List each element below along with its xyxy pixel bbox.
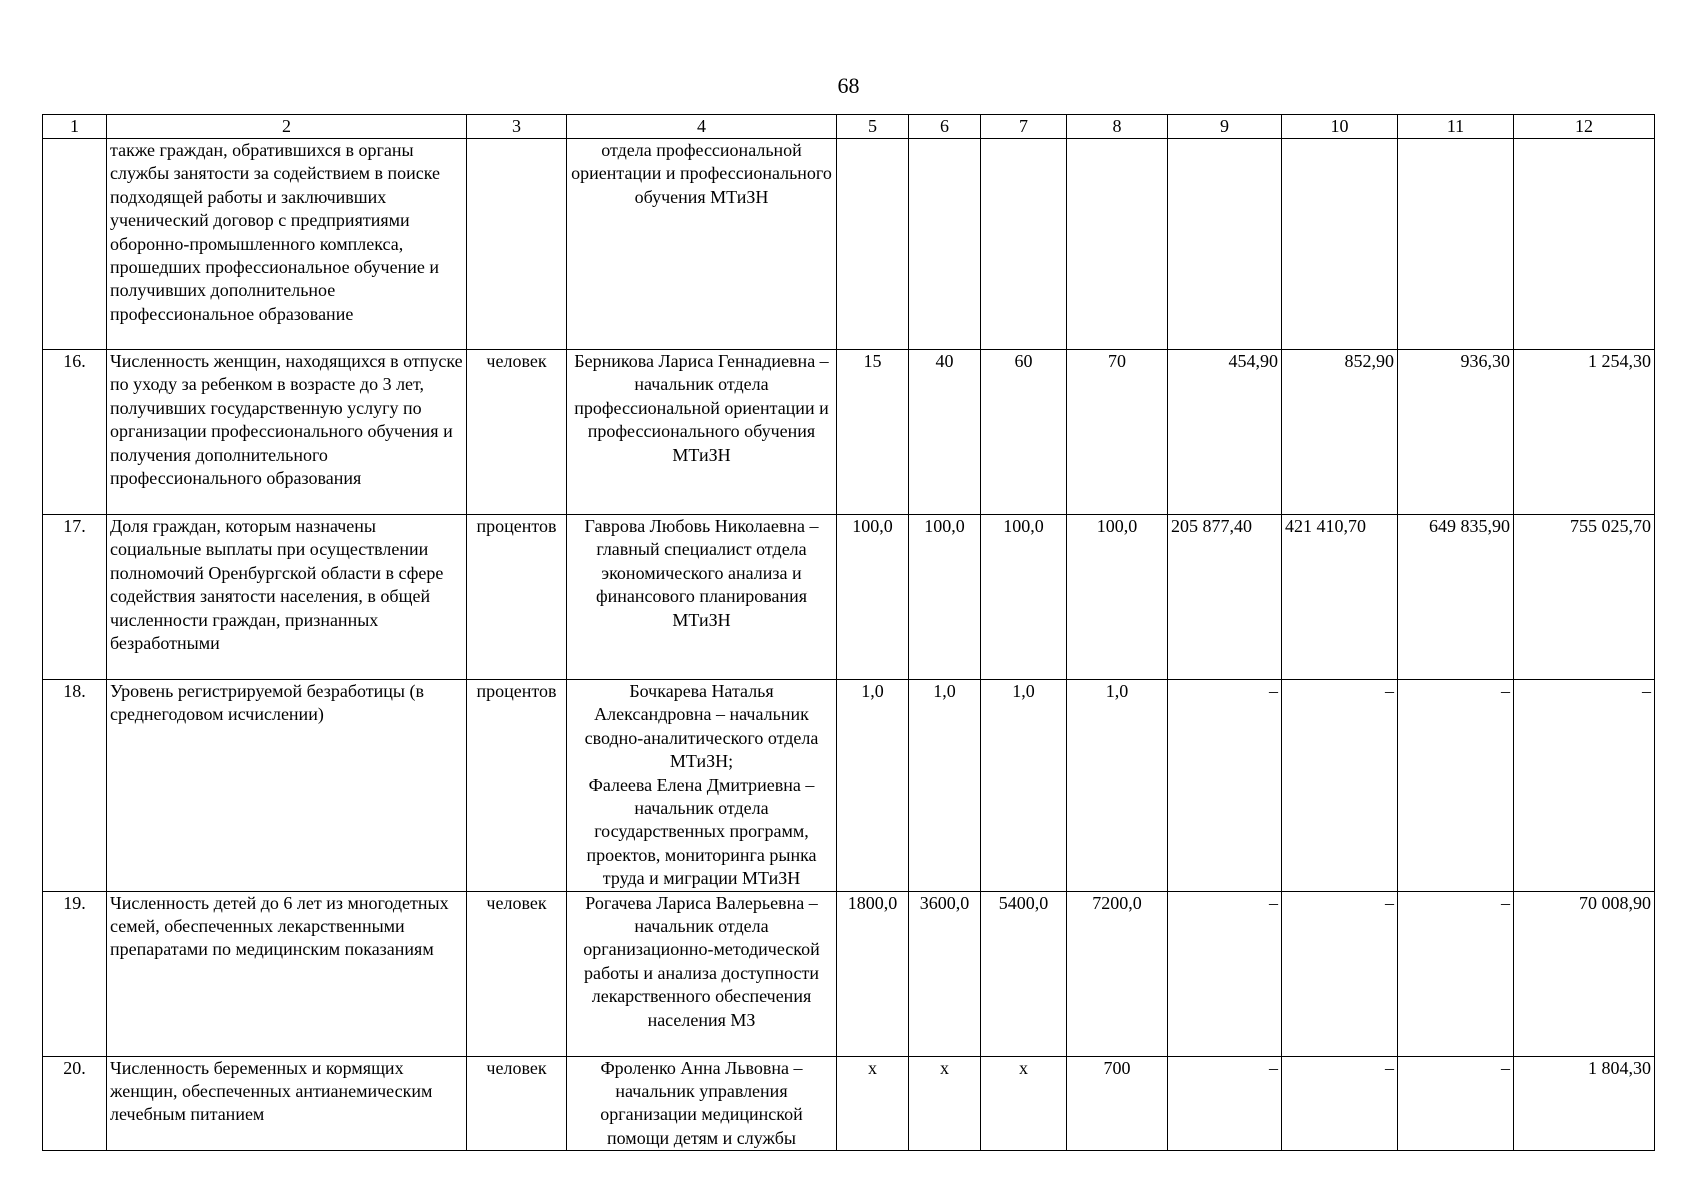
row-number <box>43 139 107 350</box>
indicator-value-col6: х <box>909 1056 981 1151</box>
column-number-header-row <box>43 115 1655 139</box>
row-number: 16. <box>43 350 107 515</box>
funding-value-col9 <box>1168 139 1282 350</box>
funding-value-col10: – <box>1282 680 1398 892</box>
indicator-value-col7: 1,0 <box>981 680 1067 892</box>
funding-value-col10: 421 410,70 <box>1282 515 1398 680</box>
funding-value-col9: 205 877,40 <box>1168 515 1282 680</box>
row-number: 19. <box>43 891 107 1056</box>
funding-value-col9: – <box>1168 680 1282 892</box>
unit-of-measure: человек <box>467 350 567 515</box>
funding-value-col11: 649 835,90 <box>1398 515 1514 680</box>
funding-value-col10: – <box>1282 891 1398 1056</box>
header-cell: 12 <box>1514 115 1655 139</box>
indicator-value-col6: 3600,0 <box>909 891 981 1056</box>
responsible-person: Рогачева Лариса Валерьевна – начальник отдела организационно-методической работы и анализа доступности лекарственного обеспечения населения МЗ <box>567 891 837 1056</box>
indicator-name: Численность беременных и кормящих женщин, обеспеченных антианемическим лечебным питанием <box>107 1056 467 1151</box>
header-cell: 6 <box>909 115 981 139</box>
header-cell: 11 <box>1398 115 1514 139</box>
table-row <box>43 515 1655 680</box>
unit-of-measure: человек <box>467 1056 567 1151</box>
row-number: 20. <box>43 1056 107 1151</box>
funding-value-col11: – <box>1398 680 1514 892</box>
table-row <box>43 139 1655 350</box>
responsible-persons <box>567 680 837 892</box>
header-cell: 7 <box>981 115 1067 139</box>
indicator-value-col6: 1,0 <box>909 680 981 892</box>
indicator-value-col8 <box>1067 139 1168 350</box>
unit-of-measure: человек <box>467 891 567 1056</box>
responsible-person: Гаврова Любовь Николаевна – главный специалист отдела экономического анализа и финансового планирования МТиЗН <box>567 515 837 680</box>
header-cell: 5 <box>837 115 909 139</box>
funding-value-col12: – <box>1514 680 1655 892</box>
responsible-person: Фроленко Анна Львовна – начальник управления организации медицинской помощи детям и службы <box>567 1056 837 1151</box>
funding-value-col10 <box>1282 139 1398 350</box>
indicator-value-col7: 100,0 <box>981 515 1067 680</box>
indicator-value-col7: х <box>981 1056 1067 1151</box>
indicators-table <box>42 114 1655 1151</box>
header-cell: 10 <box>1282 115 1398 139</box>
indicator-value-col7 <box>981 139 1067 350</box>
indicator-name: Численность детей до 6 лет из многодетных семей, обеспеченных лекарственными препаратами по медицинским показаниям <box>107 891 467 1056</box>
table-row <box>43 1056 1655 1151</box>
indicator-value-col8: 1,0 <box>1067 680 1168 892</box>
indicator-value-col7: 60 <box>981 350 1067 515</box>
funding-value-col11: – <box>1398 1056 1514 1151</box>
responsible-person: Берникова Лариса Геннадиевна – начальник отдела профессиональной ориентации и профессионального обучения МТиЗН <box>567 350 837 515</box>
unit-of-measure: процентов <box>467 680 567 892</box>
row-number: 18. <box>43 680 107 892</box>
indicator-name: Доля граждан, которым назначены социальные выплаты при осуществлении полномочий Оренбургской области в сфере содействия занятости населения, в общей численности граждан, признанных безработными <box>107 515 467 680</box>
row-number: 17. <box>43 515 107 680</box>
indicator-name: Уровень регистрируемой безработицы (в среднегодовом исчислении) <box>107 680 467 892</box>
indicator-value-col5: 1800,0 <box>837 891 909 1056</box>
indicator-value-col5: 100,0 <box>837 515 909 680</box>
funding-value-col9: – <box>1168 1056 1282 1151</box>
page-number: 68 <box>837 73 860 98</box>
table-row <box>43 350 1655 515</box>
funding-value-col10: 852,90 <box>1282 350 1398 515</box>
table-row <box>43 680 1655 892</box>
indicator-value-col5: 1,0 <box>837 680 909 892</box>
indicator-name: Численность женщин, находящихся в отпуске по уходу за ребенком в возрасте до 3 лет, получивших государственную услугу по организации профессионального обучения и получения дополнительного профессионального образования <box>107 350 467 515</box>
funding-value-col12: 1 804,30 <box>1514 1056 1655 1151</box>
responsible-person-second: Фалеева Елена Дмитриевна – начальник отдела государственных программ, проектов, мониторинга рынка труда и миграции МТиЗН <box>586 774 817 889</box>
responsible-person: отдела профессиональной ориентации и профессионального обучения МТиЗН <box>567 139 837 350</box>
table-row <box>43 891 1655 1056</box>
header-cell: 3 <box>467 115 567 139</box>
indicator-value-col6 <box>909 139 981 350</box>
funding-value-col9: – <box>1168 891 1282 1056</box>
funding-value-col11: 936,30 <box>1398 350 1514 515</box>
funding-value-col11 <box>1398 139 1514 350</box>
unit-of-measure <box>467 139 567 350</box>
indicator-name: также граждан, обратившихся в органы службы занятости за содействием в поиске подходящей работы и заключивших ученический договор с предприятиями оборонно-промышленного комплекса, прошедших профессиональное обучение и получивших дополнительное профессиональное образование <box>107 139 467 350</box>
header-cell: 8 <box>1067 115 1168 139</box>
funding-value-col10: – <box>1282 1056 1398 1151</box>
indicator-value-col8: 100,0 <box>1067 515 1168 680</box>
indicator-value-col6: 100,0 <box>909 515 981 680</box>
indicator-value-col5: х <box>837 1056 909 1151</box>
header-cell: 2 <box>107 115 467 139</box>
funding-value-col11: – <box>1398 891 1514 1056</box>
indicator-value-col6: 40 <box>909 350 981 515</box>
indicator-value-col5: 15 <box>837 350 909 515</box>
header-cell: 1 <box>43 115 107 139</box>
indicator-value-col8: 700 <box>1067 1056 1168 1151</box>
funding-value-col12: 1 254,30 <box>1514 350 1655 515</box>
header-cell: 9 <box>1168 115 1282 139</box>
funding-value-col12: 70 008,90 <box>1514 891 1655 1056</box>
indicator-value-col7: 5400,0 <box>981 891 1067 1056</box>
funding-value-col12: 755 025,70 <box>1514 515 1655 680</box>
unit-of-measure: процентов <box>467 515 567 680</box>
indicator-value-col5 <box>837 139 909 350</box>
funding-value-col9: 454,90 <box>1168 350 1282 515</box>
funding-value-col12 <box>1514 139 1655 350</box>
indicator-value-col8: 7200,0 <box>1067 891 1168 1056</box>
responsible-person: Бочкарева Наталья Александровна – начальник сводно-аналитического отдела МТиЗН; <box>584 681 819 772</box>
indicator-value-col8: 70 <box>1067 350 1168 515</box>
header-cell: 4 <box>567 115 837 139</box>
